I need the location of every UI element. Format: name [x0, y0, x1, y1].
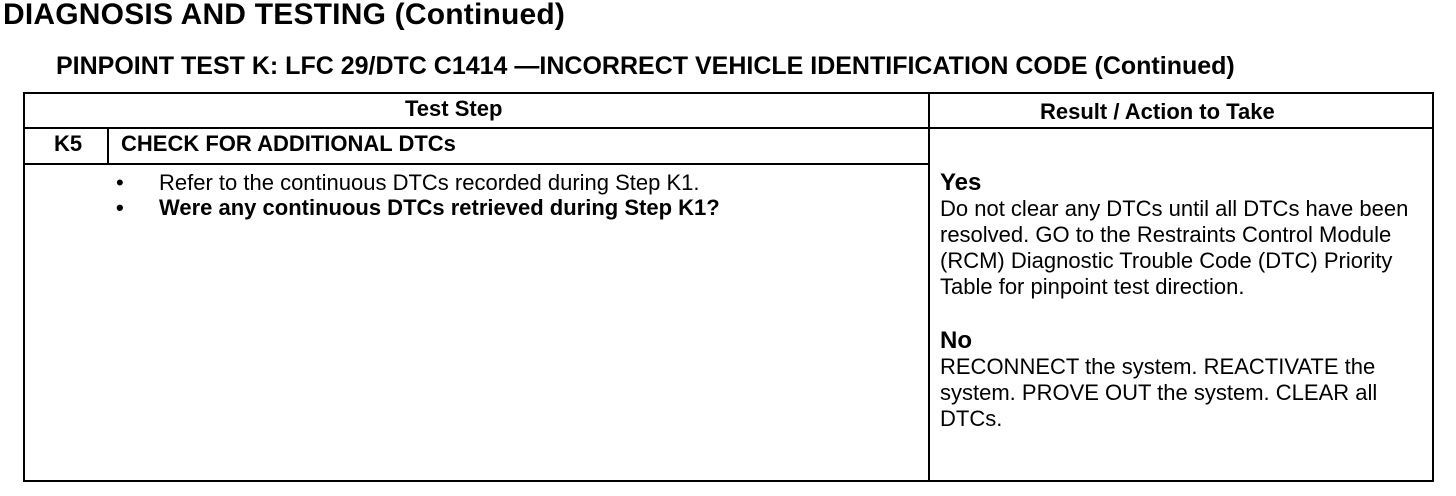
instruction-text: Were any continuous DTCs retrieved during Step K1?: [159, 195, 720, 220]
column-divider: [928, 93, 930, 481]
bullet-icon: •: [116, 170, 124, 195]
instruction-text: Refer to the continuous DTCs recorded during Step K1.: [159, 170, 700, 195]
pinpoint-test-title: PINPOINT TEST K: LFC 29/DTC C1414 —INCORRECT VEHICLE IDENTIFICATION CODE (Continued): [56, 52, 1235, 80]
step-title-rule: [24, 163, 929, 165]
step-title: CHECK FOR ADDITIONAL DTCs: [121, 131, 456, 156]
result-yes-text: Do not clear any DTCs until all DTCs have been resolved. GO to the Restraints Control Module (RCM) Diagnostic Trouble Code (DTC) Priority Table for pinpoint test direction.: [940, 196, 1409, 299]
column-header-result: Result / Action to Take: [1040, 99, 1275, 124]
column-header-test-step: Test Step: [405, 96, 503, 121]
result-no-text: RECONNECT the system. REACTIVATE the system. PROVE OUT the system. CLEAR all DTCs.: [940, 354, 1378, 431]
result-no-label: No: [940, 327, 972, 354]
bullet-icon: •: [116, 195, 124, 220]
step-id-divider: [107, 128, 109, 164]
step-instructions: [116, 170, 720, 220]
result-yes-label: Yes: [940, 169, 982, 196]
instruction-question: [116, 195, 720, 220]
result-no: [940, 328, 1425, 432]
result-yes: [940, 170, 1425, 300]
page-heading: DIAGNOSIS AND TESTING (Continued): [3, 0, 566, 31]
instruction-item: [116, 170, 720, 195]
step-id: K5: [54, 131, 83, 156]
header-rule: [24, 127, 1433, 129]
